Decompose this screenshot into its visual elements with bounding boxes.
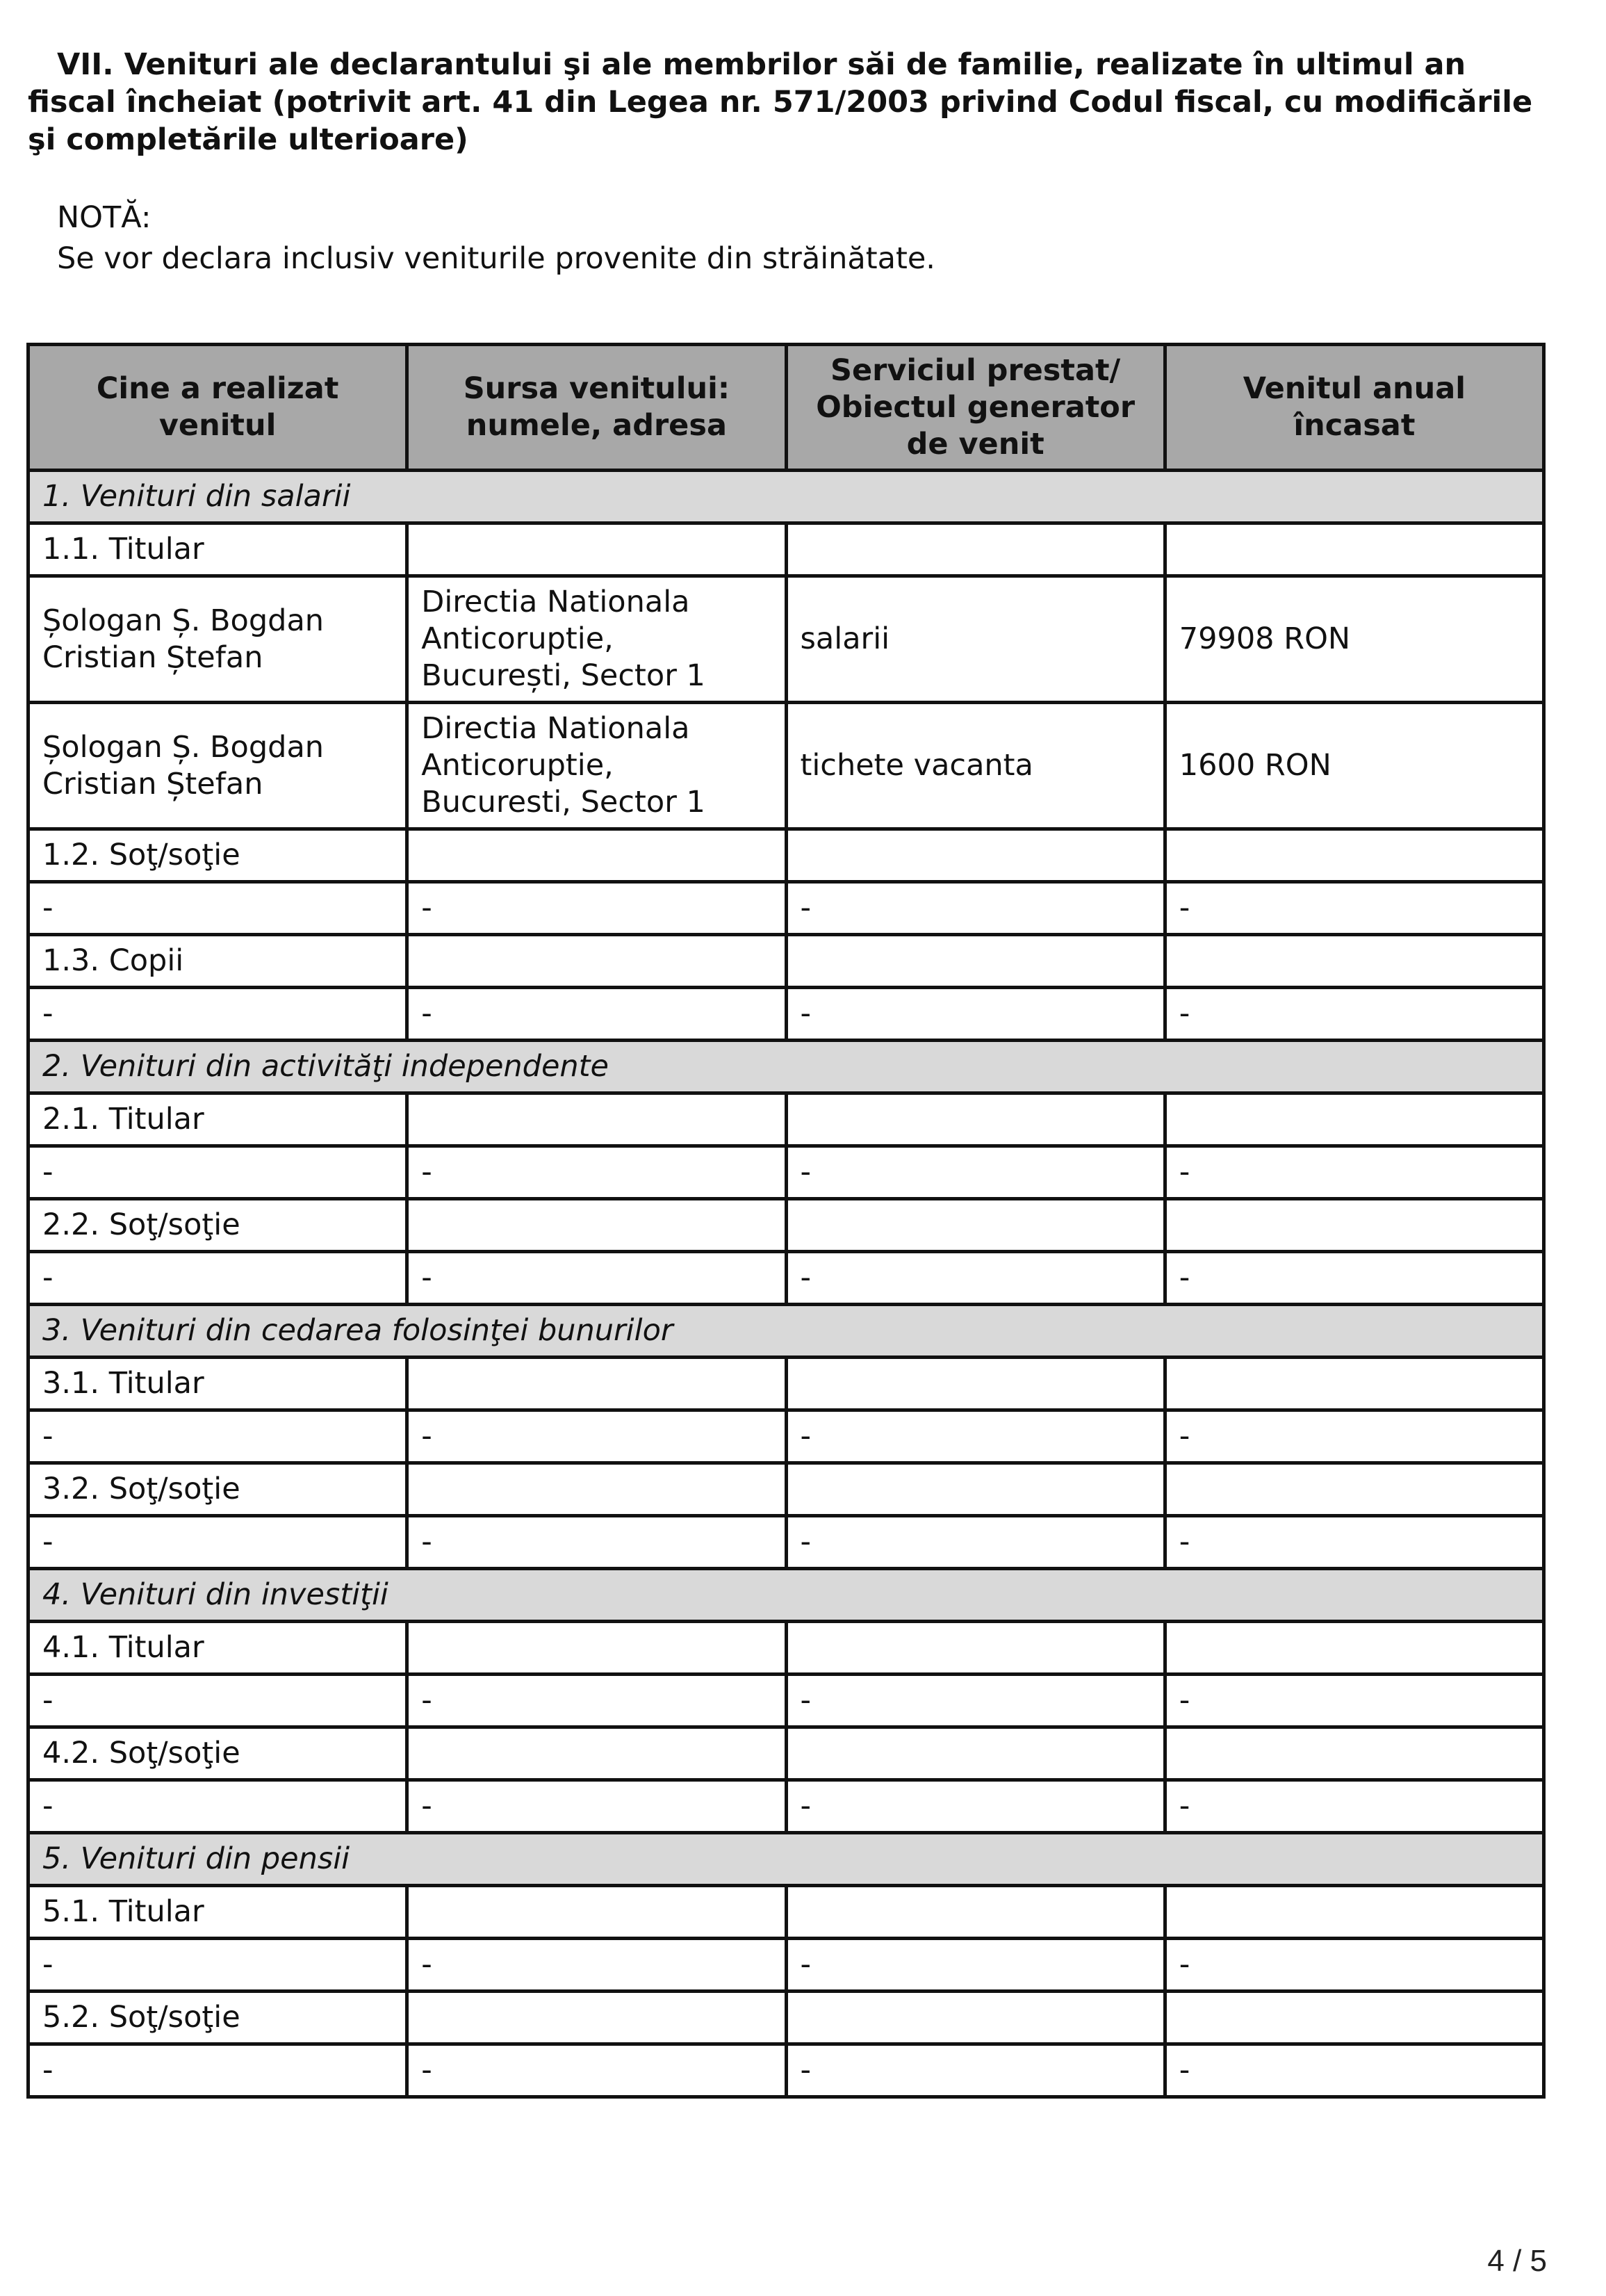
cell-source: - — [407, 1516, 786, 1569]
cell-amount: - — [1165, 1780, 1543, 1833]
cell-source — [407, 523, 786, 576]
cell-amount: - — [1165, 1252, 1543, 1305]
cell-source — [407, 1199, 786, 1252]
cell-who: 1.2. Soţ/soţie — [28, 829, 407, 882]
cell-source: - — [407, 988, 786, 1041]
cell-service — [786, 1093, 1165, 1146]
cell-amount: - — [1165, 2044, 1543, 2097]
cell-amount: 79908 RON — [1165, 576, 1543, 703]
cell-service — [786, 1463, 1165, 1516]
table-row — [28, 1463, 1544, 1516]
cell-who: - — [28, 1516, 407, 1569]
table-row — [28, 935, 1544, 988]
cell-service — [786, 523, 1165, 576]
table-row — [28, 1410, 1544, 1463]
section-label: 4. Venituri din investiţii — [28, 1569, 1544, 1622]
cell-source: - — [407, 1252, 786, 1305]
section-label: 5. Venituri din pensii — [28, 1833, 1544, 1886]
table-row — [28, 1675, 1544, 1727]
header-cell-service: Serviciul prestat/ Obiectul generator de venit — [786, 345, 1165, 471]
cell-service: - — [786, 1146, 1165, 1199]
cell-amount: - — [1165, 1675, 1543, 1727]
section-row — [28, 471, 1544, 523]
cell-who: - — [28, 1410, 407, 1463]
section-row — [28, 1041, 1544, 1093]
table-row — [28, 1146, 1544, 1199]
cell-who: 1.1. Titular — [28, 523, 407, 576]
cell-service: - — [786, 1252, 1165, 1305]
cell-who: 3.2. Soţ/soţie — [28, 1463, 407, 1516]
table-body — [28, 471, 1544, 2097]
cell-source — [407, 935, 786, 988]
cell-who: - — [28, 2044, 407, 2097]
cell-service: salarii — [786, 576, 1165, 703]
cell-who: - — [28, 988, 407, 1041]
cell-amount — [1165, 1727, 1543, 1780]
table-row — [28, 1992, 1544, 2044]
table-row — [28, 1622, 1544, 1675]
cell-source: Directia Nationala Anticoruptie, București, Sector 1 — [407, 576, 786, 703]
cell-source — [407, 1358, 786, 1410]
cell-who: - — [28, 1780, 407, 1833]
table-row — [28, 703, 1544, 829]
cell-source — [407, 1622, 786, 1675]
cell-who: - — [28, 882, 407, 935]
cell-service — [786, 829, 1165, 882]
section-label: 3. Venituri din cedarea folosinţei bunurilor — [28, 1305, 1544, 1358]
cell-service: - — [786, 1410, 1165, 1463]
table-row — [28, 1727, 1544, 1780]
cell-source: Directia Nationala Anticoruptie, Bucuresti, Sector 1 — [407, 703, 786, 829]
cell-source — [407, 1463, 786, 1516]
cell-service — [786, 935, 1165, 988]
cell-amount — [1165, 1093, 1543, 1146]
cell-who: - — [28, 1146, 407, 1199]
table-row — [28, 1516, 1544, 1569]
section-row — [28, 1305, 1544, 1358]
cell-amount — [1165, 523, 1543, 576]
note-text: Se vor declara inclusiv veniturile provenite din străinătate. — [57, 241, 935, 276]
cell-source: - — [407, 2044, 786, 2097]
table-row — [28, 1199, 1544, 1252]
cell-service: tichete vacanta — [786, 703, 1165, 829]
table-row — [28, 988, 1544, 1041]
cell-source: - — [407, 1780, 786, 1833]
cell-who: 5.2. Soţ/soţie — [28, 1992, 407, 2044]
cell-who: 4.2. Soţ/soţie — [28, 1727, 407, 1780]
cell-who: Șologan Ș. Bogdan Cristian Ștefan — [28, 576, 407, 703]
cell-source — [407, 829, 786, 882]
table-header-row — [28, 345, 1544, 471]
cell-source: - — [407, 1146, 786, 1199]
income-table — [26, 343, 1546, 2099]
cell-service: - — [786, 882, 1165, 935]
cell-service — [786, 1727, 1165, 1780]
cell-service: - — [786, 1516, 1165, 1569]
cell-source — [407, 1992, 786, 2044]
note-label: NOTĂ: — [57, 200, 151, 235]
cell-amount — [1165, 829, 1543, 882]
table-row — [28, 1093, 1544, 1146]
cell-who: - — [28, 1939, 407, 1992]
section-label: 2. Venituri din activităţi independente — [28, 1041, 1544, 1093]
cell-who: 1.3. Copii — [28, 935, 407, 988]
cell-who: 2.1. Titular — [28, 1093, 407, 1146]
header-cell-amount: Venitul anual încasat — [1165, 345, 1543, 471]
cell-service — [786, 1358, 1165, 1410]
section-label: 1. Venituri din salarii — [28, 471, 1544, 523]
cell-amount — [1165, 1886, 1543, 1939]
cell-amount — [1165, 1622, 1543, 1675]
table-row — [28, 523, 1544, 576]
cell-source: - — [407, 882, 786, 935]
cell-amount: - — [1165, 1146, 1543, 1199]
cell-amount — [1165, 1992, 1543, 2044]
header-cell-who: Cine a realizat venitul — [28, 345, 407, 471]
section-title-text: VII. Venituri ale declarantului şi ale membrilor săi de familie, realizate în ultimul an fiscal încheiat (potrivit art. 41 din Legea nr. 571/2003 privind Codul fiscal, cu modificările şi completările ulterioare) — [28, 47, 1533, 157]
cell-service: - — [786, 2044, 1165, 2097]
cell-service: - — [786, 1675, 1165, 1727]
cell-source: - — [407, 1410, 786, 1463]
cell-amount — [1165, 935, 1543, 988]
table-row — [28, 576, 1544, 703]
cell-who: 3.1. Titular — [28, 1358, 407, 1410]
cell-service: - — [786, 1780, 1165, 1833]
cell-service — [786, 1992, 1165, 2044]
cell-amount — [1165, 1199, 1543, 1252]
cell-service — [786, 1886, 1165, 1939]
cell-who: - — [28, 1675, 407, 1727]
cell-source — [407, 1093, 786, 1146]
cell-amount: 1600 RON — [1165, 703, 1543, 829]
header-cell-source: Sursa venitului: numele, adresa — [407, 345, 786, 471]
cell-amount: - — [1165, 1516, 1543, 1569]
table-row — [28, 882, 1544, 935]
section-row — [28, 1569, 1544, 1622]
cell-amount: - — [1165, 1939, 1543, 1992]
table-row — [28, 829, 1544, 882]
table-row — [28, 1252, 1544, 1305]
table-row — [28, 1780, 1544, 1833]
cell-source: - — [407, 1675, 786, 1727]
cell-service — [786, 1622, 1165, 1675]
section-row — [28, 1833, 1544, 1886]
cell-amount — [1165, 1358, 1543, 1410]
cell-who: 4.1. Titular — [28, 1622, 407, 1675]
cell-service — [786, 1199, 1165, 1252]
cell-source: - — [407, 1939, 786, 1992]
cell-who: 2.2. Soţ/soţie — [28, 1199, 407, 1252]
note-block — [57, 197, 935, 279]
table-row — [28, 1886, 1544, 1939]
section-title — [28, 46, 1557, 158]
table-row — [28, 2044, 1544, 2097]
cell-amount: - — [1165, 1410, 1543, 1463]
cell-amount — [1165, 1463, 1543, 1516]
cell-who: - — [28, 1252, 407, 1305]
cell-who: Șologan Ș. Bogdan Cristian Ștefan — [28, 703, 407, 829]
cell-source — [407, 1886, 786, 1939]
cell-service: - — [786, 988, 1165, 1041]
cell-source — [407, 1727, 786, 1780]
cell-who: 5.1. Titular — [28, 1886, 407, 1939]
table-row — [28, 1939, 1544, 1992]
cell-amount: - — [1165, 882, 1543, 935]
cell-service: - — [786, 1939, 1165, 1992]
table-row — [28, 1358, 1544, 1410]
cell-amount: - — [1165, 988, 1543, 1041]
page-number: 4 / 5 — [1487, 2244, 1547, 2278]
